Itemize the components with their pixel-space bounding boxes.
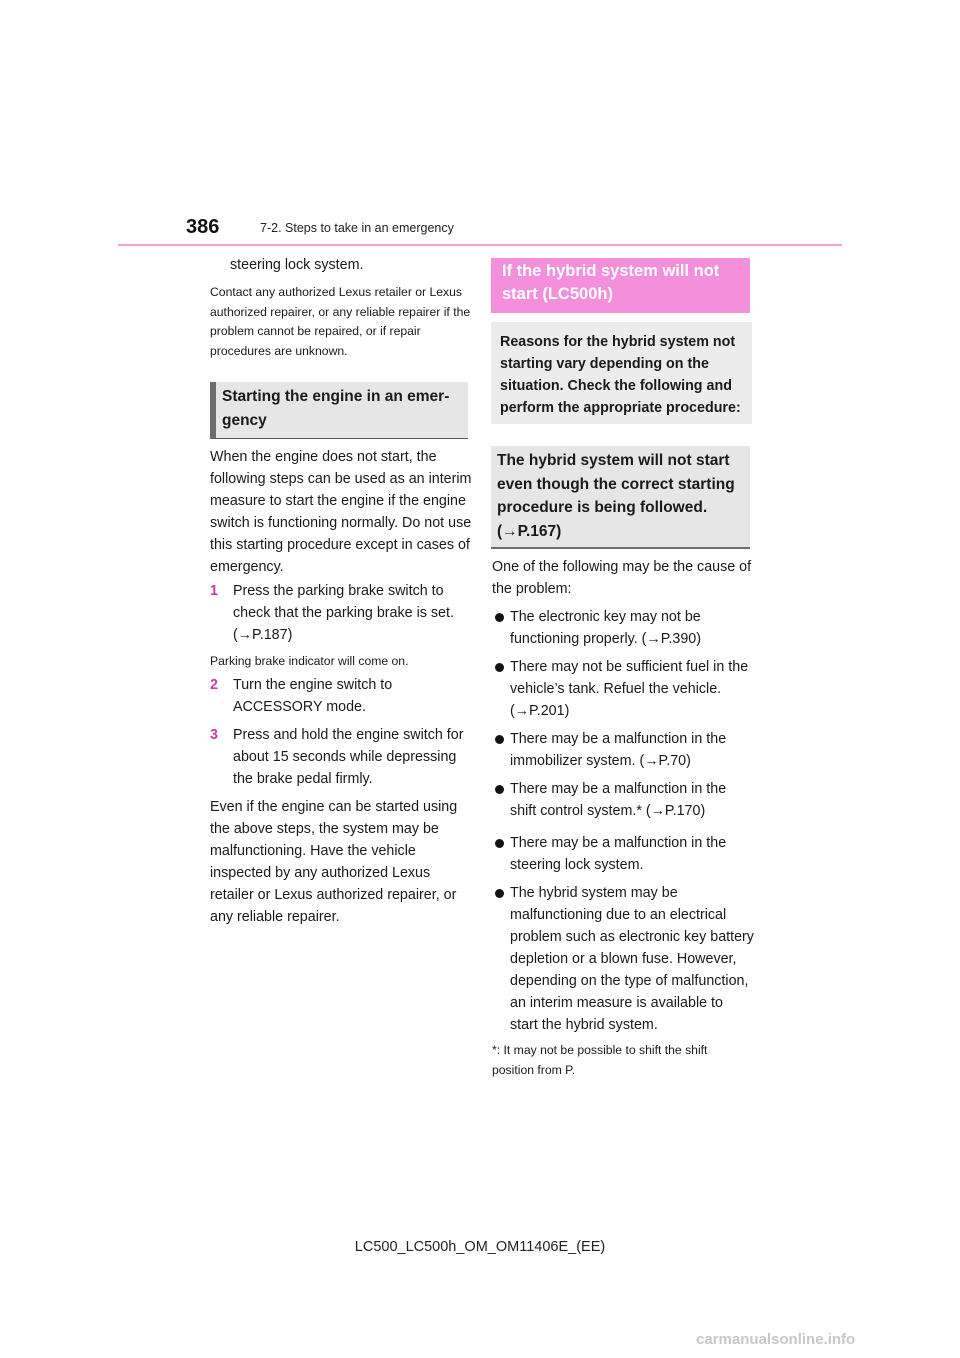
emergency-start-heading-line2: gency xyxy=(222,411,267,429)
step-1-number: 1 xyxy=(210,583,218,599)
list-item xyxy=(492,778,754,822)
reasons-box xyxy=(491,322,752,424)
step-1-text: Press the parking brake switch to check that the parking brake is set. (→P.187) xyxy=(233,583,454,643)
list-item xyxy=(492,832,754,876)
list-item xyxy=(492,656,754,722)
emergency-start-heading xyxy=(210,382,468,439)
document-code: LC500_LC500h_OM_OM11406E_(EE) xyxy=(354,1239,606,1255)
emergency-start-intro: When the engine does not start, the following steps can be used as an interim measure to start the engine if the engine switch is functioning normally. Do not use this starting procedure except in cases of emergency. xyxy=(210,449,472,575)
list-item-text: There may not be sufficient fuel in the vehicle’s tank. Refuel the vehicle. (→P.201) xyxy=(510,659,749,719)
list-item xyxy=(492,606,754,650)
watermark: carmanualsonline.info xyxy=(696,1331,856,1348)
bullet-icon xyxy=(495,613,504,622)
step-3 xyxy=(210,724,472,790)
cause-intro: One of the following may be the cause of the problem: xyxy=(492,559,752,597)
footnote: *: It may not be possible to shift the shift position from P. xyxy=(492,1043,708,1077)
section-title: 7-2. Steps to take in an emergency xyxy=(260,221,454,235)
step-2 xyxy=(210,674,472,718)
bullet-icon xyxy=(495,889,504,898)
step-1-note: Parking brake indicator will come on. xyxy=(210,654,409,668)
bullet-icon xyxy=(495,663,504,672)
list-item-text: There may be a malfunction in the steering lock system. xyxy=(510,835,727,873)
step-3-number: 3 xyxy=(210,727,218,743)
emergency-start-heading-line1: Starting the engine in an emer- xyxy=(222,388,450,405)
list-item xyxy=(492,882,754,1036)
bullet-icon xyxy=(495,785,504,794)
step-1 xyxy=(210,580,472,646)
page-number: 386 xyxy=(186,216,220,238)
hybrid-not-start-heading xyxy=(491,258,750,313)
list-item-text: The hybrid system may be malfunctioning due to an electrical problem such as electronic key battery depletion or a blown fuse. However, depending on the type of malfunction, an interim measure is available to start the hybrid system. xyxy=(510,885,754,1033)
list-item-text: There may be a malfunction in the shift control system.* (→P.170) xyxy=(510,781,727,819)
list-item-text: The electronic key may not be functioning properly. (→P.390) xyxy=(510,609,701,647)
hybrid-not-start-title: If the hybrid system will not start (LC500h) xyxy=(502,262,720,303)
list-item-text: There may be a malfunction in the immobilizer system. (→P.70) xyxy=(510,731,727,769)
step-2-text: Turn the engine switch to ACCESSORY mode. xyxy=(233,677,393,715)
correct-procedure-title: The hybrid system will not start even though the correct starting procedure is being followed. (→P.167) xyxy=(497,452,735,540)
bullet-icon xyxy=(495,839,504,848)
reasons-text: Reasons for the hybrid system not starting vary depending on the situation. Check the following and perform the appropriate procedure: xyxy=(500,334,741,416)
bullet-icon xyxy=(495,735,504,744)
step-3-text: Press and hold the engine switch for about 15 seconds while depressing the brake pedal firmly. xyxy=(233,727,464,787)
step-2-number: 2 xyxy=(210,677,218,693)
list-item xyxy=(492,728,754,772)
contact-note: Contact any authorized Lexus retailer or Lexus authorized repairer, or any reliable repairer if the problem cannot be repaired, or if repair procedures are unknown. xyxy=(210,285,471,358)
correct-procedure-heading xyxy=(491,446,750,549)
header-divider xyxy=(118,244,842,246)
continued-text: steering lock system. xyxy=(230,257,364,273)
closing-paragraph: Even if the engine can be started using the above steps, the system may be malfunctioning. Have the vehicle inspected by any authorized Lexus retailer or Lexus authorized repairer, or any reliable repairer. xyxy=(210,799,458,925)
